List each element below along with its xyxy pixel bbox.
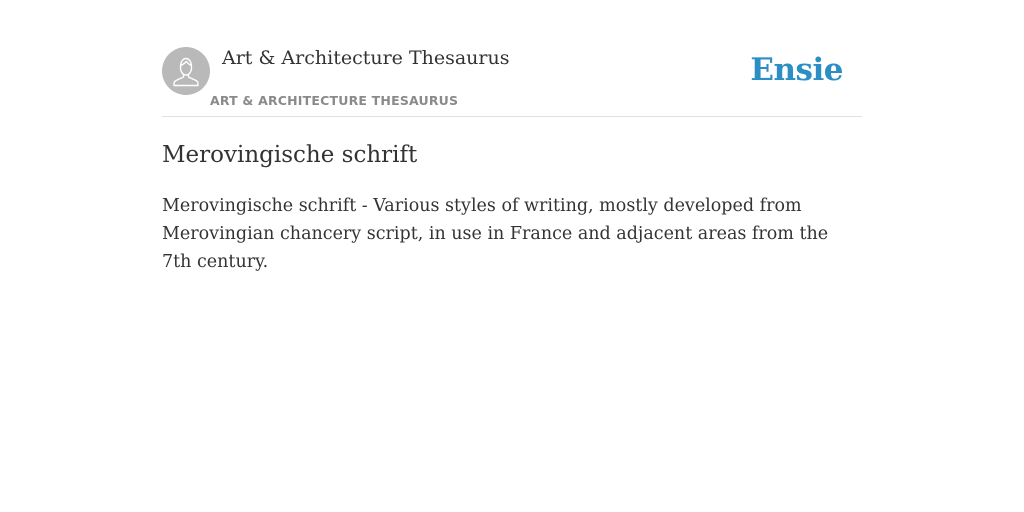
source-subtitle[interactable]: ART & ARCHITECTURE THESAURUS bbox=[210, 93, 459, 108]
definition-text: Merovingische schrift - Various styles of writing, mostly developed from Merovingian chancery script, in use in France and adjacent areas from the 7th century. bbox=[162, 196, 829, 272]
user-silhouette-icon bbox=[162, 47, 210, 95]
brand-logo[interactable]: Ensie bbox=[750, 52, 843, 88]
source-title[interactable]: Art & Architecture Thesaurus bbox=[222, 47, 510, 69]
avatar[interactable] bbox=[162, 47, 210, 95]
source-header bbox=[162, 46, 862, 117]
page-title: Merovingische schrift bbox=[162, 142, 418, 168]
